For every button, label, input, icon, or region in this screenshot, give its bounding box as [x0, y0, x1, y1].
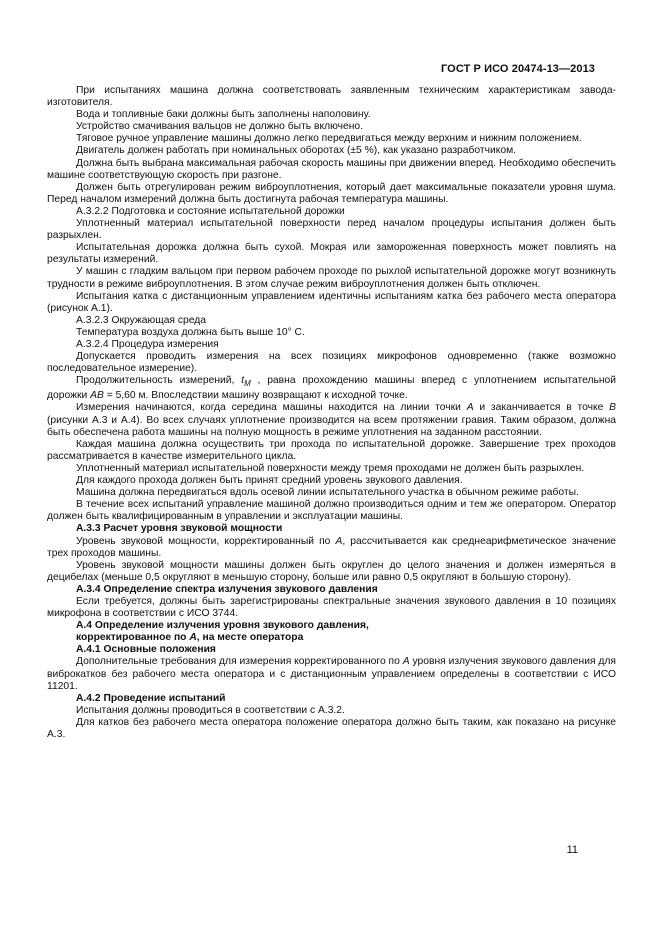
variable-symbol: t — [241, 375, 245, 387]
section-heading-bold: А.4.1 Основные положения — [76, 644, 216, 656]
variable-a: А — [402, 656, 410, 668]
paragraph: Уплотненный материал испытательной поверхности между тремя проходами не должен быть разрыхлен. — [76, 462, 585, 474]
paragraph-with-variable — [47, 375, 616, 402]
text-fragment: уровня излучения звукового давления для виброкатков без рабочего места оператора и с дистанционным управлением определены в соответствии с ИСО 11201. — [47, 656, 616, 692]
text-fragment: Измерения начинаются, когда середина машины находится на линии точки — [76, 402, 467, 414]
paragraph: Испытательная дорожка должна быть сухой. Мокрая или замороженная поверхность может повлиять на результаты измерений. — [47, 242, 616, 266]
paragraph: Устройство смачивания вальцов не должно быть включено. — [76, 121, 363, 133]
document-body — [47, 85, 616, 741]
section-heading: А.3.2.4 Процедура измерения — [76, 338, 219, 350]
text-fragment: , на месте оператора — [196, 632, 304, 644]
text-fragment: Уровень звуковой мощности, корректированный по — [76, 535, 336, 547]
paragraph: Уплотненный материал испытательной поверхности перед началом процедуры испытания должен быть разрыхлен. — [47, 218, 616, 242]
section-heading: А.3.2.3 Окружающая среда — [76, 314, 206, 326]
paragraph-with-variable — [47, 656, 616, 692]
section-heading-bold: А.3.3 Расчет уровня звуковой мощности — [76, 523, 283, 535]
paragraph: Испытания должны проводиться в соответствии с А.3.2. — [76, 704, 345, 716]
paragraph: У машин с гладким вальцом при первом рабочем проходе по рыхлой испытательной дорожке могут возникнуть трудности в режиме виброуплотнения. В этом случае режим виброуплотнения должен быть отключен. — [47, 266, 616, 290]
paragraph: Температура воздуха должна быть выше 10° С. — [76, 326, 305, 338]
paragraph: Должен быть отрегулирован режим виброуплотнения, который дает максимальные показатели уровня шума. Перед началом измерений должна быть достигнута рабочая температура машины. — [47, 181, 616, 205]
variable-subscript: M — [244, 379, 251, 389]
paragraph: Допускается проводить измерения на всех позициях микрофонов одновременно (также возможно последовательное измерение). — [47, 351, 616, 375]
text-fragment: и заканчивается в точке — [473, 402, 610, 414]
text-fragment: , равна прохождению машины вперед с уплотнением испытательной дорожки — [47, 375, 616, 402]
paragraph: При испытаниях машина должна соответствовать заявленным техническим характеристикам завода-изготовителя. — [47, 85, 616, 109]
point-a: А — [466, 402, 474, 414]
section-heading-bold: А.3.4 Определение спектра излучения звукового давления — [76, 583, 378, 595]
paragraph-with-variable — [47, 536, 616, 560]
paragraph: Машина должна передвигаться вдоль осевой линии испытательного участка в обычном режиме работы. — [76, 487, 579, 499]
section-heading-bold: А.4.2 Проведение испытаний — [76, 692, 226, 704]
paragraph: Тяговое ручное управление машины должно легко передвигаться между верхним и нижним положением. — [76, 133, 582, 145]
paragraph: Для каждого прохода должен быть принят средний уровень звукового давления. — [76, 475, 463, 487]
point-b: В — [609, 402, 617, 414]
text-fragment: корректированное по — [76, 632, 190, 644]
variable-a: А — [335, 535, 343, 547]
paragraph-with-variable — [47, 402, 616, 438]
paragraph: Двигатель должен работать при номинальных оборотах (±5 %), как указано разработчиком. — [76, 145, 517, 157]
paragraph: Должна быть выбрана максимальная рабочая скорость машины при движении вперед. Необходимо обеспечить машине соответствующую скорость при разгоне. — [47, 157, 616, 181]
section-heading: А.3.2.2 Подготовка и состояние испытательной дорожки — [76, 205, 345, 217]
paragraph: Каждая машина должна осуществить три прохода по испытательной дорожке. Завершение трех проходов рассматривается в качестве измерительного цикла. — [47, 438, 616, 462]
text-fragment: , рассчитывается как среднеарифметическое значение трех проходов машины. — [47, 535, 616, 559]
paragraph: В течение всех испытаний управление машиной должно производиться одним и тем же оператором. Оператор должен быть квалифицированным в управлении и эксплуатации машины. — [47, 499, 616, 523]
paragraph: Уровень звуковой мощности машины должен быть округлен до целого значения и должен измеряться в децибелах (меньше 0,5 округляют в меньшую сторону, больше или равно 0,5 округляют в большую сторону). — [47, 559, 616, 583]
variable-a: А — [189, 632, 197, 644]
paragraph: Испытания катка с дистанционным управлением идентичны испытаниям катка без рабочего места оператора (рисунок А.1). — [47, 290, 616, 314]
section-heading-bold: А.4 Определение излучения уровня звукового давления, — [76, 620, 369, 632]
paragraph: Для катков без рабочего места оператора положение оператора должно быть таким, как показано на рисунке А.3. — [47, 716, 616, 741]
page-number: 11 — [566, 844, 578, 856]
text-fragment: Дополнительные требования для измерения корректированного по — [76, 656, 403, 668]
variable-symbol: AB — [90, 390, 104, 402]
document-header: ГОСТ Р ИСО 20474-13—2013 — [440, 63, 595, 75]
paragraph: Вода и топливные баки должны быть заполнены наполовину. — [76, 109, 371, 121]
paragraph: Если требуется, должны быть зарегистрированы спектральные значения звукового давления в 10 позициях микрофона в соответствии с ИСО 3744. — [47, 595, 616, 620]
section-heading-bold — [47, 632, 616, 644]
text-fragment: = 5,60 м. Впоследствии машину возвращают к исходной точке. — [103, 390, 408, 402]
text-fragment: Продолжительность измерений, — [76, 375, 242, 387]
text-fragment: (рисунки А.3 и А.4). Во всех случаях уплотнение производится на всем протяжении гравия. Таким образом, должна быть обеспечена работа машины на полную мощность в режиме уплотнения на заданном расстоянии. — [47, 414, 616, 438]
